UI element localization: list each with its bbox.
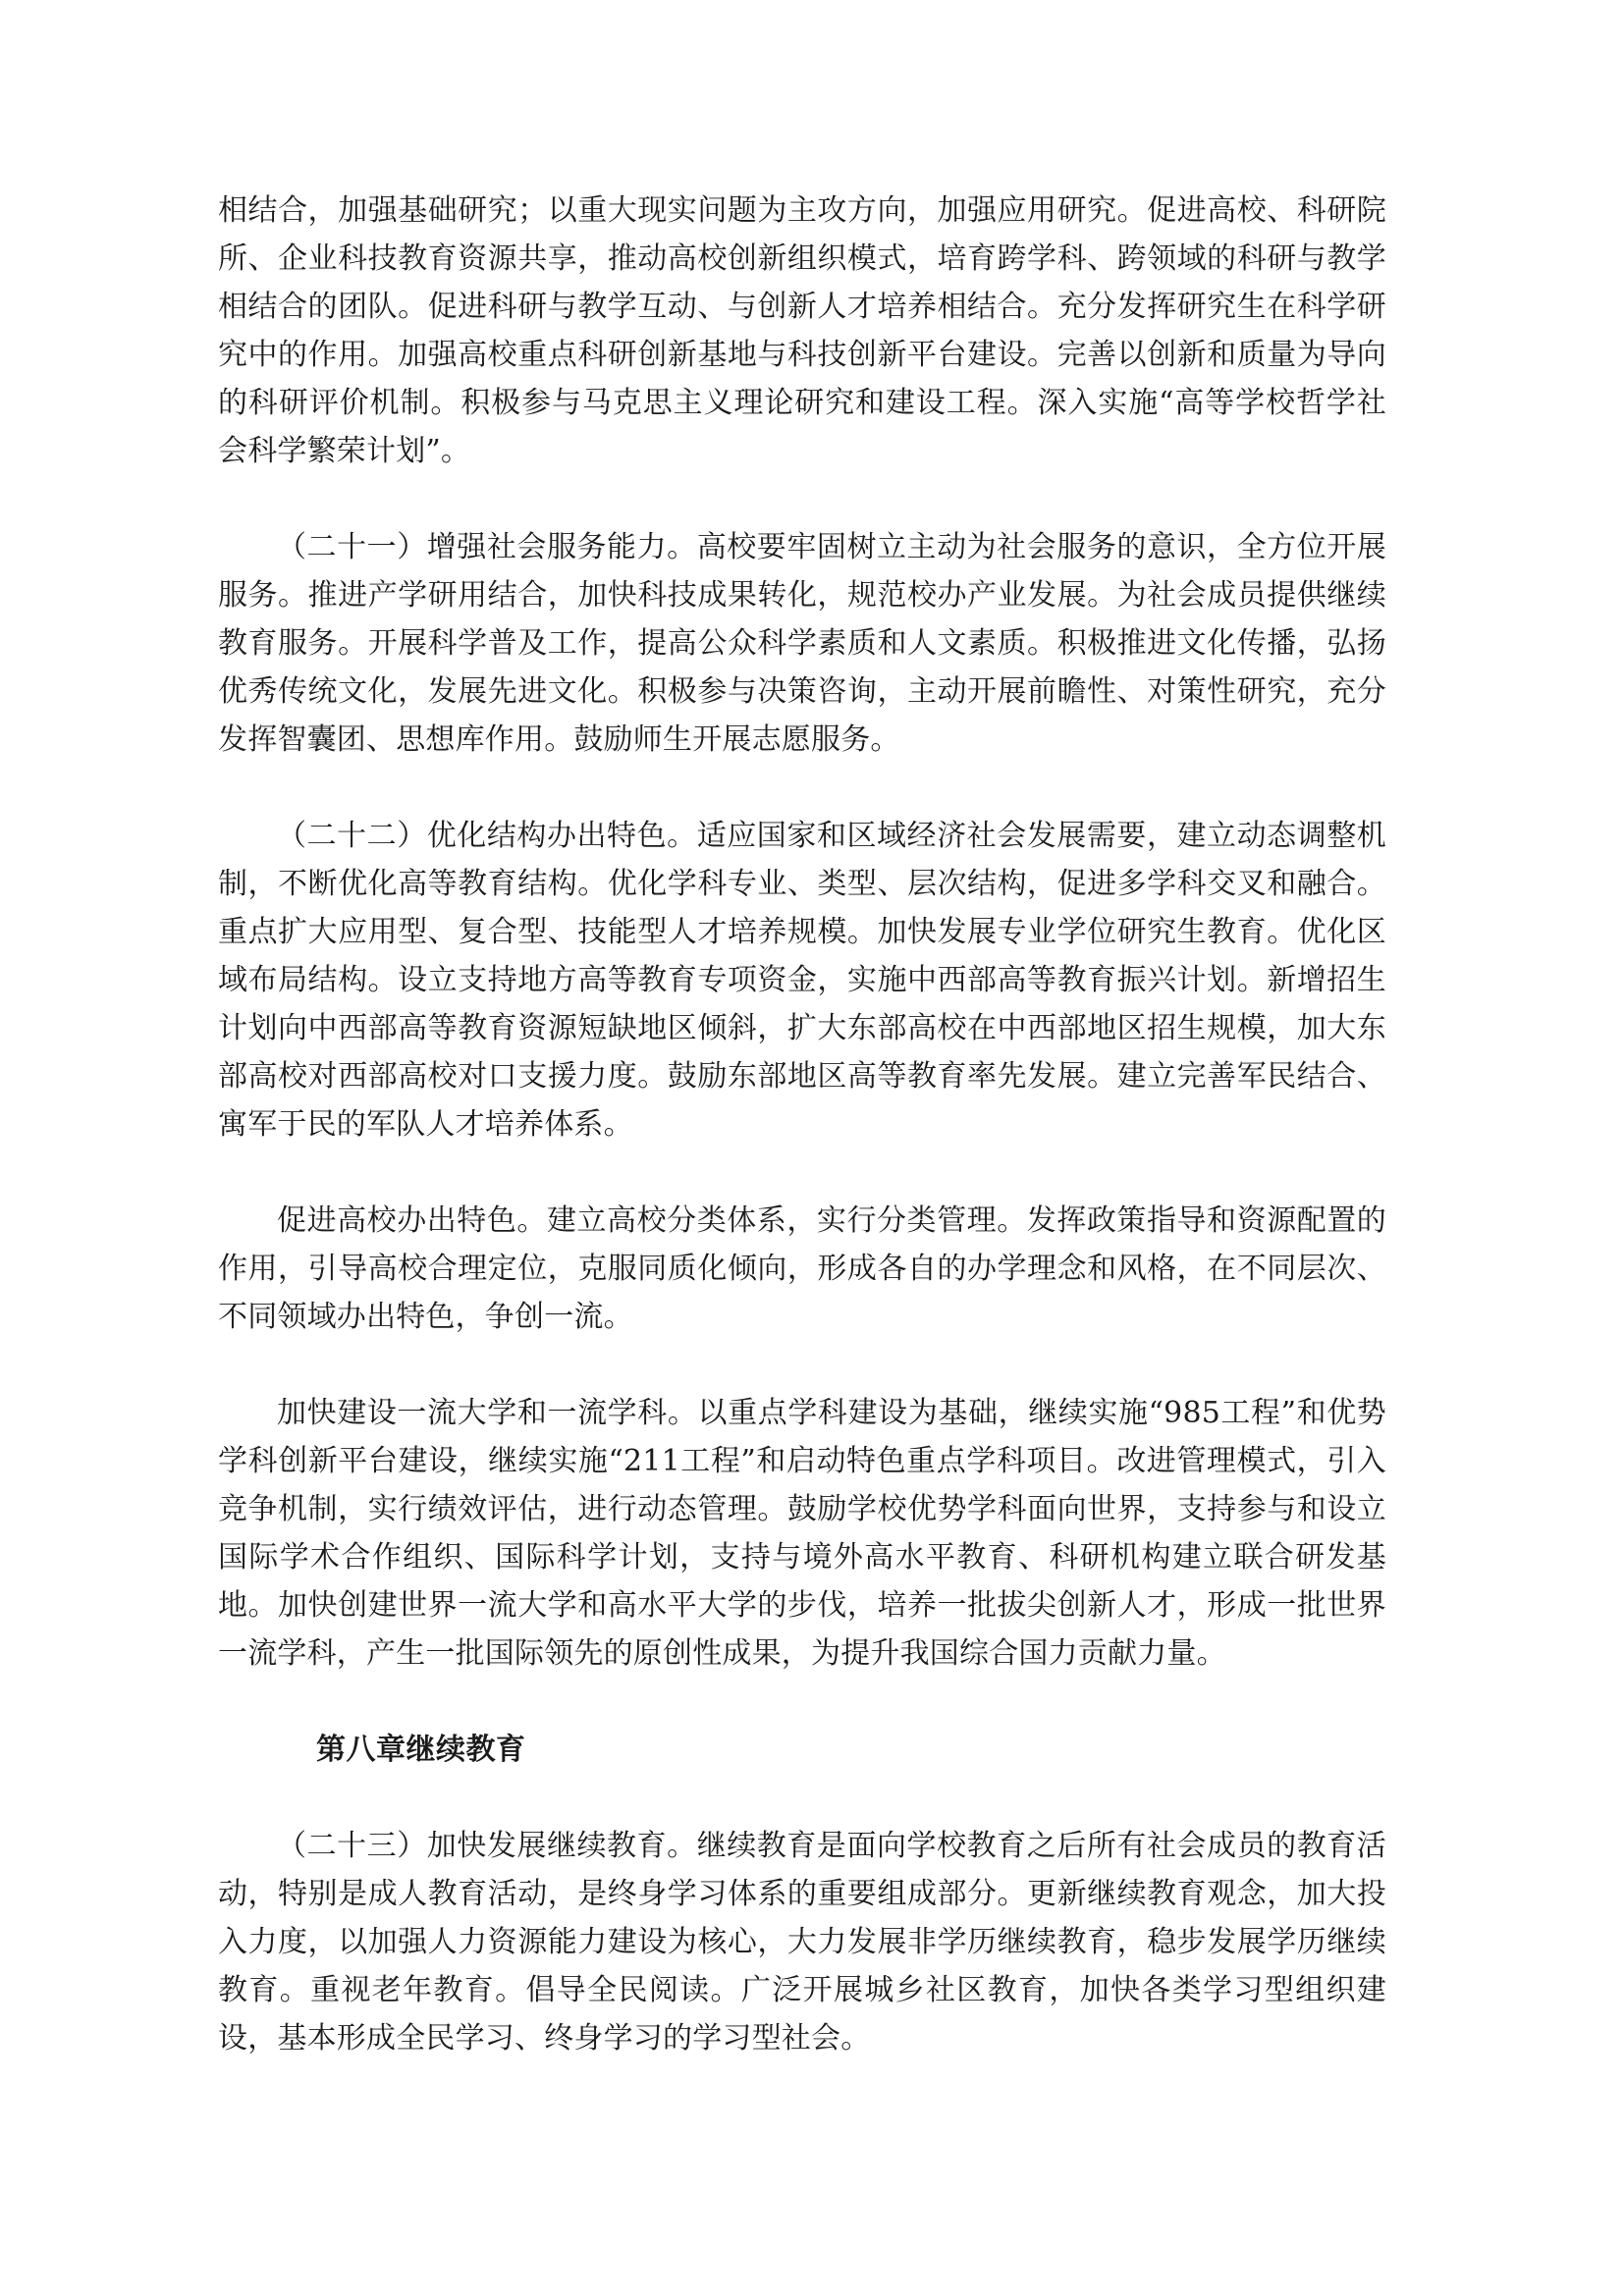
- paragraph-research: 相结合，加强基础研究；以重大现实问题为主攻方向，加强应用研究。促进高校、科研院所、企业科技教育资源共享，推动高校创新组织模式，培育跨学科、跨领域的科研与教学相结合的团队。促进科研与教学互动、与创新人才培养相结合。充分发挥研究生在科学研究中的作用。加强高校重点科研创新基地与科技创新平台建设。完善以创新和质量为导向的科研评价机制。积极参与马克思主义理论研究和建设工程。深入实施“高等学校哲学社会科学繁荣计划”。: [218, 193, 1386, 468]
- paragraph-first-class-universities: 加快建设一流大学和一流学科。以重点学科建设为基础，继续实施“985工程”和优势学科创新平台建设，继续实施“211工程”和启动特色重点学科项目。改进管理模式，引入竞争机制，实行绩效评估，进行动态管理。鼓励学校优势学科面向世界，支持参与和设立国际学术合作组织、国际科学计划，支持与境外高水平教育、科研机构建立联合研发基地。加快创建世界一流大学和高水平大学的步伐，培养一批拔尖创新人才，形成一批世界一流学科，产生一批国际领先的原创性成果，为提升我国综合国力贡献力量。: [218, 1396, 1386, 1671]
- document-page: [218, 187, 1386, 2110]
- paragraph-university-characteristics: 促进高校办出特色。建立高校分类体系，实行分类管理。发挥政策指导和资源配置的作用，引导高校合理定位，克服同质化倾向，形成各自的办学理念和风格，在不同层次、不同领域办出特色，争创一流。: [218, 1203, 1386, 1334]
- paragraph-continuing-education: （二十三）加快发展继续教育。继续教育是面向学校教育之后所有社会成员的教育活动，特别是成人教育活动，是终身学习体系的重要组成部分。更新继续教育观念，加大投入力度，以加强人力资源能力建设为核心，大力发展非学历继续教育，稳步发展学历继续教育。重视老年教育。倡导全民阅读。广泛开展城乡社区教育，加快各类学习型组织建设，基本形成全民学习、终身学习的学习型社会。: [218, 1829, 1386, 2056]
- chapter-heading: 第八章继续教育: [316, 1733, 526, 1767]
- paragraph-structure-optimization: （二十二）优化结构办出特色。适应国家和区域经济社会发展需要，建立动态调整机制，不断优化高等教育结构。优化学科专业、类型、层次结构，促进多学科交叉和融合。重点扩大应用型、复合型、技能型人才培养规模。加快发展专业学位研究生教育。优化区域布局结构。设立支持地方高等教育专项资金，实施中西部高等教育振兴计划。新增招生计划向中西部高等教育资源短缺地区倾斜，扩大东部高校在中西部地区招生规模，加大东部高校对西部高校对口支援力度。鼓励东部地区高等教育率先发展。建立完善军民结合、寓军于民的军队人才培养体系。: [218, 819, 1386, 1142]
- paragraph-social-service: （二十一）增强社会服务能力。高校要牢固树立主动为社会服务的意识，全方位开展服务。推进产学研用结合，加快科技成果转化，规范校办产业发展。为社会成员提供继续教育服务。开展科学普及工作，提高公众科学素质和人文素质。积极推进文化传播，弘扬优秀传统文化，发展先进文化。积极参与决策咨询，主动开展前瞻性、对策性研究，充分发挥智囊团、思想库作用。鼓励师生开展志愿服务。: [218, 530, 1386, 757]
